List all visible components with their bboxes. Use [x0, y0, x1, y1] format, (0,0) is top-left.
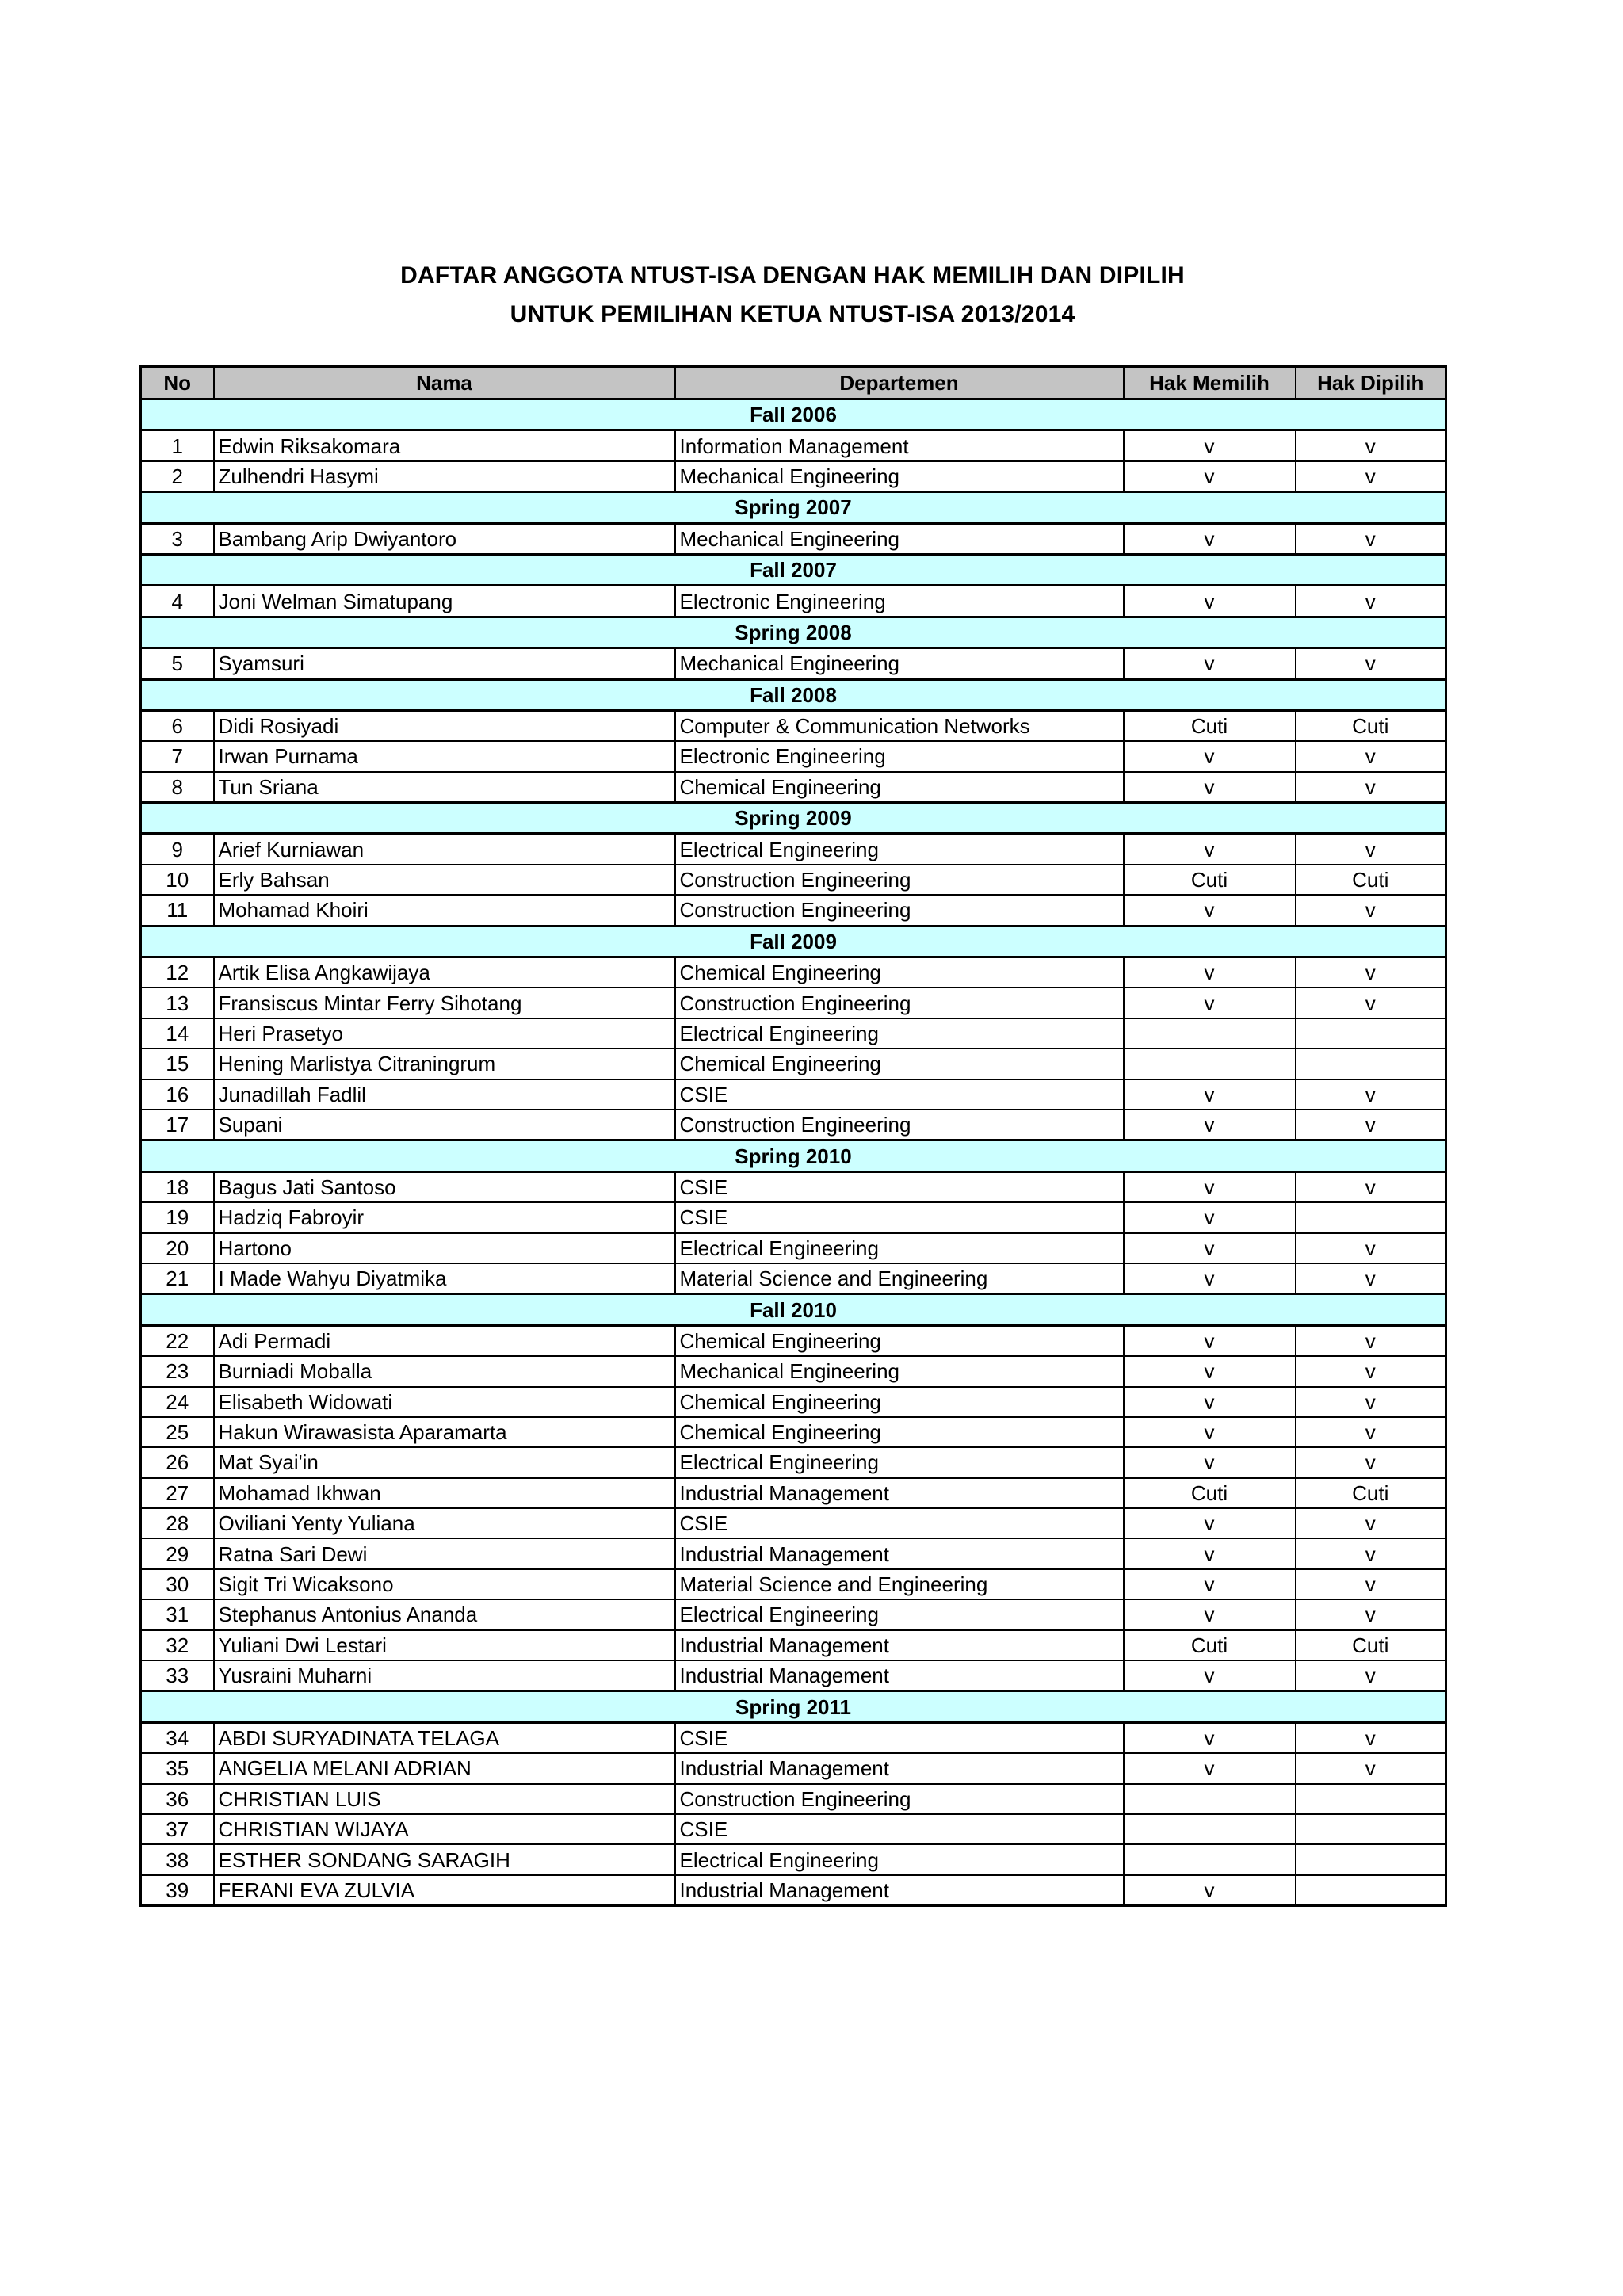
cell-departemen: Construction Engineering [675, 1110, 1124, 1140]
cell-departemen: Industrial Management [675, 1538, 1124, 1568]
cell-departemen: Electronic Engineering [675, 586, 1124, 617]
cell-departemen: Chemical Engineering [675, 1325, 1124, 1356]
cell-hak-dipilih: v [1296, 1508, 1446, 1538]
cell-nama: Joni Welman Simatupang [214, 586, 675, 617]
cell-departemen: Industrial Management [675, 1753, 1124, 1783]
cell-hak-memilih: v [1124, 1447, 1296, 1477]
cell-departemen: Electrical Engineering [675, 1233, 1124, 1263]
cell-hak-memilih: v [1124, 1079, 1296, 1110]
semester-group-row [141, 554, 1446, 585]
cell-hak-memilih: v [1124, 1233, 1296, 1263]
cell-departemen: Electrical Engineering [675, 1844, 1124, 1874]
cell-hak-dipilih: v [1296, 1079, 1446, 1110]
semester-group-row [141, 1691, 1446, 1722]
cell-departemen: Industrial Management [675, 1660, 1124, 1691]
cell-hak-dipilih [1296, 1844, 1446, 1874]
cell-no: 5 [141, 648, 214, 679]
cell-nama: Fransiscus Mintar Ferry Sihotang [214, 988, 675, 1018]
cell-hak-memilih: v [1124, 1325, 1296, 1356]
cell-nama: I Made Wahyu Diyatmika [214, 1263, 675, 1294]
cell-hak-dipilih: v [1296, 1569, 1446, 1599]
cell-hak-dipilih: v [1296, 772, 1446, 803]
table-row [141, 1875, 1446, 1906]
cell-no: 14 [141, 1018, 214, 1049]
cell-nama: Heri Prasetyo [214, 1018, 675, 1049]
table-row [141, 834, 1446, 865]
cell-hak-dipilih: v [1296, 523, 1446, 554]
cell-departemen: Construction Engineering [675, 895, 1124, 926]
cell-departemen: Construction Engineering [675, 1784, 1124, 1814]
header-departemen: Departemen [675, 367, 1124, 399]
cell-hak-dipilih: v [1296, 957, 1446, 988]
cell-hak-dipilih: v [1296, 741, 1446, 771]
table-row [141, 1110, 1446, 1140]
cell-nama: Elisabeth Widowati [214, 1387, 675, 1417]
table-row [141, 1447, 1446, 1477]
cell-hak-dipilih [1296, 1875, 1446, 1906]
table-row [141, 1569, 1446, 1599]
semester-group-row [141, 617, 1446, 648]
cell-no: 25 [141, 1417, 214, 1447]
cell-nama: ANGELIA MELANI ADRIAN [214, 1753, 675, 1783]
cell-no: 6 [141, 710, 214, 741]
member-table [139, 365, 1447, 1907]
cell-nama: Yuliani Dwi Lestari [214, 1630, 675, 1660]
cell-hak-dipilih [1296, 1018, 1446, 1049]
semester-group-row [141, 679, 1446, 710]
semester-group-row [141, 803, 1446, 834]
cell-hak-memilih [1124, 1784, 1296, 1814]
cell-departemen: Electrical Engineering [675, 1018, 1124, 1049]
cell-hak-dipilih: v [1296, 895, 1446, 926]
cell-hak-dipilih: v [1296, 834, 1446, 865]
cell-nama: Didi Rosiyadi [214, 710, 675, 741]
table-row [141, 1387, 1446, 1417]
table-row [141, 1202, 1446, 1232]
semester-label: Fall 2009 [141, 926, 1446, 957]
table-row [141, 586, 1446, 617]
cell-hak-memilih: v [1124, 648, 1296, 679]
cell-departemen: Chemical Engineering [675, 1049, 1124, 1079]
cell-no: 8 [141, 772, 214, 803]
table-row [141, 1753, 1446, 1783]
cell-no: 32 [141, 1630, 214, 1660]
cell-departemen: Electrical Engineering [675, 834, 1124, 865]
table-row [141, 1722, 1446, 1753]
cell-no: 4 [141, 586, 214, 617]
cell-no: 36 [141, 1784, 214, 1814]
cell-no: 35 [141, 1753, 214, 1783]
cell-nama: Burniadi Moballa [214, 1356, 675, 1386]
cell-hak-memilih [1124, 1049, 1296, 1079]
cell-departemen: Mechanical Engineering [675, 648, 1124, 679]
cell-no: 26 [141, 1447, 214, 1477]
cell-hak-dipilih: v [1296, 1417, 1446, 1447]
cell-hak-dipilih: v [1296, 1660, 1446, 1691]
cell-no: 33 [141, 1660, 214, 1691]
cell-hak-dipilih: v [1296, 1722, 1446, 1753]
semester-group-row [141, 1294, 1446, 1325]
cell-no: 13 [141, 988, 214, 1018]
cell-hak-memilih [1124, 1018, 1296, 1049]
cell-hak-memilih: v [1124, 1171, 1296, 1202]
cell-no: 10 [141, 865, 214, 895]
semester-label: Spring 2011 [141, 1691, 1446, 1722]
cell-nama: Hening Marlistya Citraningrum [214, 1049, 675, 1079]
cell-hak-dipilih: v [1296, 1356, 1446, 1386]
table-row [141, 1018, 1446, 1049]
cell-departemen: Electrical Engineering [675, 1599, 1124, 1629]
table-row [141, 988, 1446, 1018]
cell-no: 19 [141, 1202, 214, 1232]
table-row [141, 865, 1446, 895]
header-nama: Nama [214, 367, 675, 399]
cell-hak-memilih: Cuti [1124, 1478, 1296, 1508]
semester-label: Fall 2007 [141, 554, 1446, 585]
cell-nama: ABDI SURYADINATA TELAGA [214, 1722, 675, 1753]
cell-no: 12 [141, 957, 214, 988]
table-row [141, 1049, 1446, 1079]
cell-departemen: Computer & Communication Networks [675, 710, 1124, 741]
table-row [141, 1630, 1446, 1660]
cell-hak-memilih: v [1124, 461, 1296, 492]
cell-no: 18 [141, 1171, 214, 1202]
cell-nama: Yusraini Muharni [214, 1660, 675, 1691]
cell-hak-dipilih: Cuti [1296, 1478, 1446, 1508]
cell-departemen: CSIE [675, 1722, 1124, 1753]
semester-group-row [141, 926, 1446, 957]
cell-no: 38 [141, 1844, 214, 1874]
cell-no: 37 [141, 1814, 214, 1844]
cell-hak-dipilih: Cuti [1296, 710, 1446, 741]
cell-departemen: Chemical Engineering [675, 1417, 1124, 1447]
cell-nama: CHRISTIAN LUIS [214, 1784, 675, 1814]
cell-no: 9 [141, 834, 214, 865]
cell-no: 39 [141, 1875, 214, 1906]
cell-no: 30 [141, 1569, 214, 1599]
cell-hak-dipilih: v [1296, 1387, 1446, 1417]
cell-hak-dipilih: v [1296, 430, 1446, 461]
table-header-row [141, 367, 1446, 399]
cell-hak-dipilih [1296, 1784, 1446, 1814]
table-row [141, 1844, 1446, 1874]
cell-nama: Mohamad Ikhwan [214, 1478, 675, 1508]
cell-departemen: Mechanical Engineering [675, 461, 1124, 492]
cell-departemen: CSIE [675, 1814, 1124, 1844]
cell-nama: Edwin Riksakomara [214, 430, 675, 461]
cell-no: 3 [141, 523, 214, 554]
cell-no: 7 [141, 741, 214, 771]
cell-hak-memilih: v [1124, 1569, 1296, 1599]
cell-hak-dipilih: Cuti [1296, 865, 1446, 895]
table-row [141, 1079, 1446, 1110]
table-row [141, 1508, 1446, 1538]
cell-hak-memilih: v [1124, 1263, 1296, 1294]
table-row [141, 1599, 1446, 1629]
table-row [141, 1325, 1446, 1356]
cell-departemen: Chemical Engineering [675, 957, 1124, 988]
cell-hak-memilih: v [1124, 586, 1296, 617]
table-row [141, 1263, 1446, 1294]
cell-no: 29 [141, 1538, 214, 1568]
cell-no: 2 [141, 461, 214, 492]
cell-hak-dipilih: v [1296, 1753, 1446, 1783]
cell-departemen: Industrial Management [675, 1630, 1124, 1660]
cell-no: 20 [141, 1233, 214, 1263]
semester-group-row [141, 399, 1446, 430]
cell-no: 17 [141, 1110, 214, 1140]
cell-no: 27 [141, 1478, 214, 1508]
table-row [141, 895, 1446, 926]
cell-hak-dipilih: v [1296, 1599, 1446, 1629]
table-row [141, 1660, 1446, 1691]
cell-nama: Zulhendri Hasymi [214, 461, 675, 492]
table-row [141, 1356, 1446, 1386]
cell-departemen: CSIE [675, 1171, 1124, 1202]
table-row [141, 1814, 1446, 1844]
cell-no: 34 [141, 1722, 214, 1753]
cell-departemen: CSIE [675, 1079, 1124, 1110]
table-row [141, 430, 1446, 461]
semester-label: Spring 2007 [141, 492, 1446, 523]
cell-nama: Syamsuri [214, 648, 675, 679]
table-row [141, 1417, 1446, 1447]
cell-hak-memilih: v [1124, 772, 1296, 803]
cell-departemen: Material Science and Engineering [675, 1263, 1124, 1294]
cell-nama: Hakun Wirawasista Aparamarta [214, 1417, 675, 1447]
cell-no: 22 [141, 1325, 214, 1356]
cell-departemen: Chemical Engineering [675, 772, 1124, 803]
cell-nama: Tun Sriana [214, 772, 675, 803]
cell-nama: Hadziq Fabroyir [214, 1202, 675, 1232]
cell-no: 31 [141, 1599, 214, 1629]
semester-label: Fall 2006 [141, 399, 1446, 430]
cell-hak-memilih: v [1124, 1508, 1296, 1538]
cell-hak-memilih: v [1124, 1356, 1296, 1386]
cell-no: 1 [141, 430, 214, 461]
cell-hak-memilih: v [1124, 1110, 1296, 1140]
header-hak-memilih: Hak Memilih [1124, 367, 1296, 399]
cell-nama: Junadillah Fadlil [214, 1079, 675, 1110]
table-row [141, 957, 1446, 988]
cell-hak-dipilih: v [1296, 586, 1446, 617]
semester-label: Spring 2009 [141, 803, 1446, 834]
cell-nama: Irwan Purnama [214, 741, 675, 771]
cell-hak-memilih: v [1124, 1538, 1296, 1568]
cell-departemen: Material Science and Engineering [675, 1569, 1124, 1599]
cell-hak-memilih: v [1124, 957, 1296, 988]
cell-no: 21 [141, 1263, 214, 1294]
cell-hak-memilih: v [1124, 1387, 1296, 1417]
cell-nama: Arief Kurniawan [214, 834, 675, 865]
cell-hak-memilih: v [1124, 523, 1296, 554]
cell-departemen: Construction Engineering [675, 988, 1124, 1018]
cell-no: 23 [141, 1356, 214, 1386]
table-row [141, 523, 1446, 554]
cell-departemen: Industrial Management [675, 1875, 1124, 1906]
cell-nama: Oviliani Yenty Yuliana [214, 1508, 675, 1538]
cell-departemen: Construction Engineering [675, 865, 1124, 895]
cell-hak-memilih: v [1124, 1722, 1296, 1753]
cell-departemen: Chemical Engineering [675, 1387, 1124, 1417]
cell-nama: Bambang Arip Dwiyantoro [214, 523, 675, 554]
cell-departemen: Mechanical Engineering [675, 523, 1124, 554]
table-row [141, 1538, 1446, 1568]
cell-nama: FERANI EVA ZULVIA [214, 1875, 675, 1906]
cell-nama: Mat Syai'in [214, 1447, 675, 1477]
cell-hak-dipilih [1296, 1049, 1446, 1079]
cell-nama: Mohamad Khoiri [214, 895, 675, 926]
table-row [141, 741, 1446, 771]
cell-nama: Stephanus Antonius Ananda [214, 1599, 675, 1629]
cell-hak-memilih: Cuti [1124, 865, 1296, 895]
cell-no: 15 [141, 1049, 214, 1079]
cell-hak-dipilih: v [1296, 1110, 1446, 1140]
cell-no: 28 [141, 1508, 214, 1538]
cell-hak-dipilih [1296, 1814, 1446, 1844]
cell-nama: Supani [214, 1110, 675, 1140]
cell-hak-memilih: v [1124, 1753, 1296, 1783]
cell-hak-memilih: v [1124, 834, 1296, 865]
cell-nama: Adi Permadi [214, 1325, 675, 1356]
semester-label: Fall 2008 [141, 679, 1446, 710]
cell-nama: Bagus Jati Santoso [214, 1171, 675, 1202]
semester-group-row [141, 492, 1446, 523]
cell-hak-memilih: v [1124, 430, 1296, 461]
cell-hak-memilih: v [1124, 1202, 1296, 1232]
table-row [141, 772, 1446, 803]
cell-hak-memilih [1124, 1844, 1296, 1874]
cell-departemen: CSIE [675, 1508, 1124, 1538]
cell-hak-dipilih: v [1296, 1263, 1446, 1294]
cell-hak-dipilih: v [1296, 648, 1446, 679]
cell-nama: Artik Elisa Angkawijaya [214, 957, 675, 988]
cell-departemen: Information Management [675, 430, 1124, 461]
cell-nama: Sigit Tri Wicaksono [214, 1569, 675, 1599]
semester-group-row [141, 1140, 1446, 1171]
cell-hak-memilih: v [1124, 1417, 1296, 1447]
document-title-line-1: DAFTAR ANGGOTA NTUST-ISA DENGAN HAK MEMILIH DAN DIPILIH [400, 262, 1185, 288]
cell-hak-memilih: Cuti [1124, 1630, 1296, 1660]
cell-hak-memilih: Cuti [1124, 710, 1296, 741]
cell-hak-dipilih: v [1296, 461, 1446, 492]
cell-hak-dipilih [1296, 1202, 1446, 1232]
cell-nama: ESTHER SONDANG SARAGIH [214, 1844, 675, 1874]
cell-hak-memilih: v [1124, 1599, 1296, 1629]
cell-nama: CHRISTIAN WIJAYA [214, 1814, 675, 1844]
table-row [141, 1784, 1446, 1814]
cell-hak-dipilih: v [1296, 1447, 1446, 1477]
cell-nama: Erly Bahsan [214, 865, 675, 895]
cell-hak-memilih: v [1124, 741, 1296, 771]
cell-hak-memilih: v [1124, 988, 1296, 1018]
cell-hak-dipilih: v [1296, 1233, 1446, 1263]
cell-nama: Hartono [214, 1233, 675, 1263]
semester-label: Fall 2010 [141, 1294, 1446, 1325]
table-row [141, 1478, 1446, 1508]
cell-departemen: Mechanical Engineering [675, 1356, 1124, 1386]
cell-hak-dipilih: v [1296, 1171, 1446, 1202]
semester-label: Spring 2008 [141, 617, 1446, 648]
cell-hak-dipilih: v [1296, 1538, 1446, 1568]
cell-nama: Ratna Sari Dewi [214, 1538, 675, 1568]
semester-label: Spring 2010 [141, 1140, 1446, 1171]
header-no: No [141, 367, 214, 399]
table-row [141, 710, 1446, 741]
cell-hak-memilih: v [1124, 895, 1296, 926]
cell-departemen: CSIE [675, 1202, 1124, 1232]
cell-no: 24 [141, 1387, 214, 1417]
header-hak-dipilih: Hak Dipilih [1296, 367, 1446, 399]
table-row [141, 1171, 1446, 1202]
table-row [141, 461, 1446, 492]
cell-departemen: Electrical Engineering [675, 1447, 1124, 1477]
table-row [141, 1233, 1446, 1263]
cell-hak-dipilih: v [1296, 1325, 1446, 1356]
cell-hak-dipilih: Cuti [1296, 1630, 1446, 1660]
cell-no: 11 [141, 895, 214, 926]
cell-hak-memilih: v [1124, 1875, 1296, 1906]
table-row [141, 648, 1446, 679]
cell-hak-memilih: v [1124, 1660, 1296, 1691]
cell-departemen: Industrial Management [675, 1478, 1124, 1508]
cell-hak-dipilih: v [1296, 988, 1446, 1018]
cell-hak-memilih [1124, 1814, 1296, 1844]
cell-no: 16 [141, 1079, 214, 1110]
document-title-line-2: UNTUK PEMILIHAN KETUA NTUST-ISA 2013/2014 [510, 301, 1075, 327]
cell-departemen: Electronic Engineering [675, 741, 1124, 771]
